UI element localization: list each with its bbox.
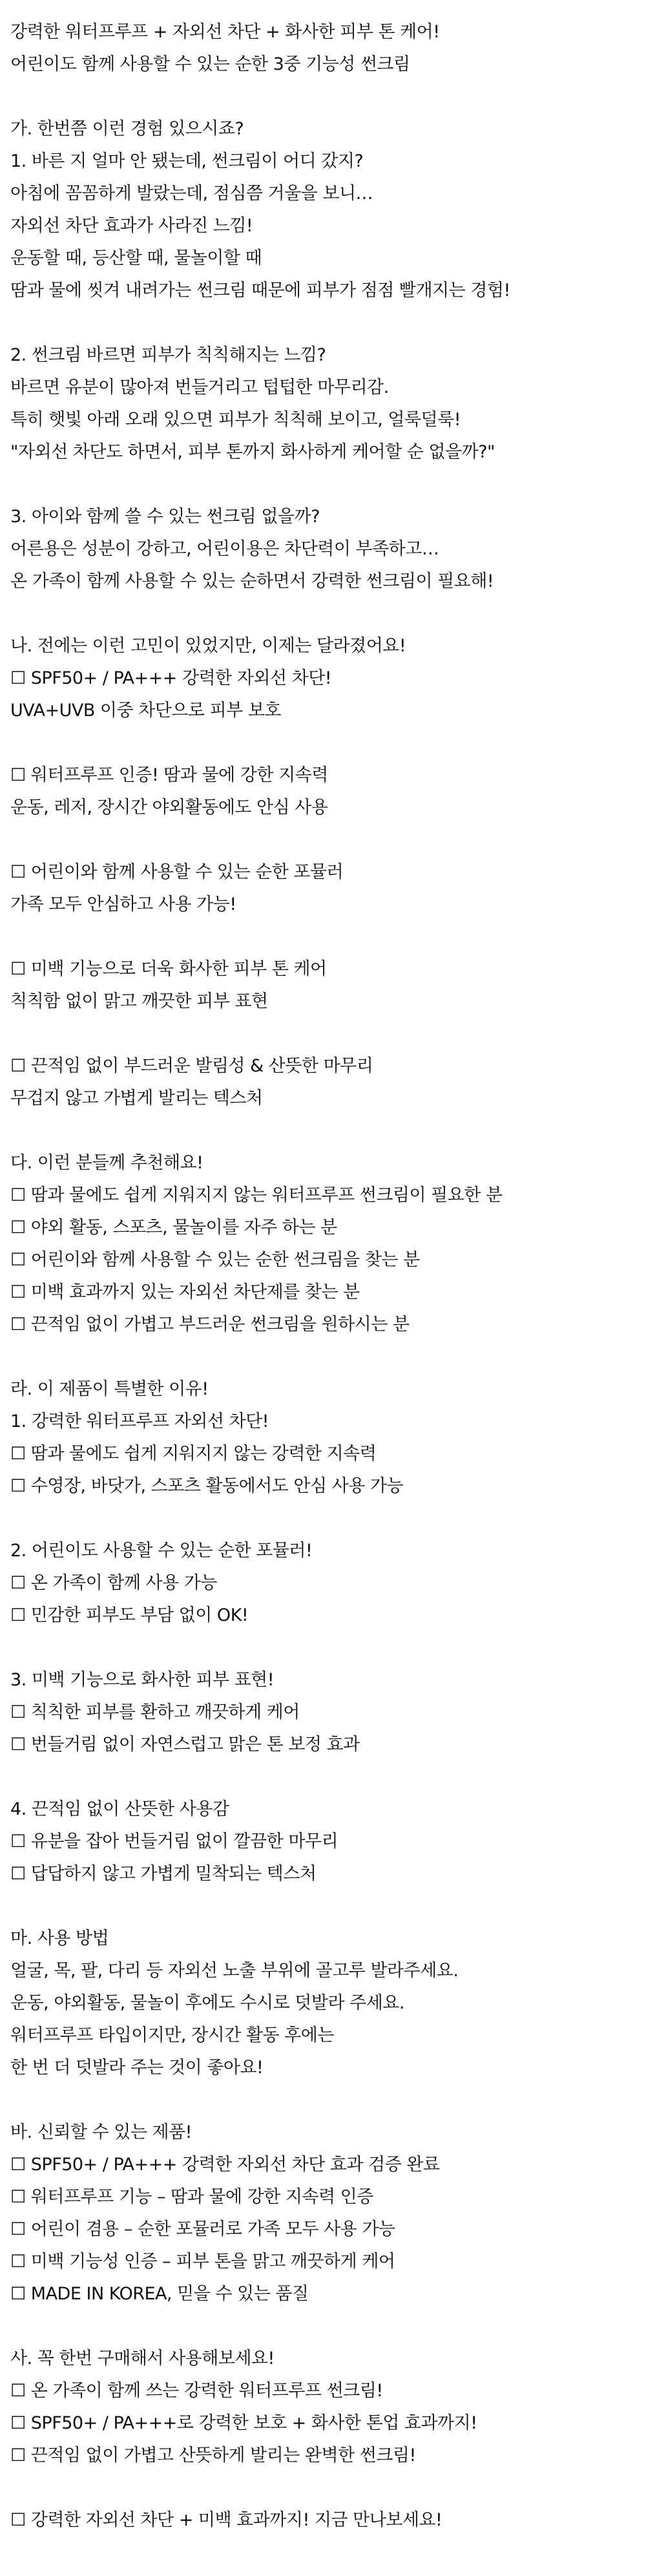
text-line: 가. 한번쯤 이런 경험 있으시죠? — [10, 119, 244, 139]
text-line: ☐ 어린이 겸용 – 순한 포뮬러로 가족 모두 사용 가능 — [10, 2219, 395, 2239]
text-line: 얼굴, 목, 팔, 다리 등 자외선 노출 부위에 골고루 발라주세요. — [10, 1961, 459, 1981]
text-line: ☐ 미백 기능성 인증 – 피부 톤을 맑고 깨끗하게 케어 — [10, 2252, 395, 2272]
text-line: ☐ 온 가족이 함께 사용 가능 — [10, 1573, 217, 1593]
text-line: 가족 모두 안심하고 사용 가능! — [10, 894, 236, 914]
text-line: ☐ 땀과 물에도 쉽게 지워지지 않는 워터프루프 썬크림이 필요한 분 — [10, 1185, 503, 1205]
text-line: ☐ 칙칙한 피부를 환하고 깨끗하게 케어 — [10, 1702, 300, 1722]
text-line: ☐ 미백 효과까지 있는 자외선 차단제를 찾는 분 — [10, 1282, 360, 1302]
text-line: ☐ 수영장, 바닷가, 스포츠 활동에서도 안심 사용 가능 — [10, 1476, 404, 1496]
text-line: 2. 어린이도 사용할 수 있는 순한 포뮬러! — [10, 1541, 313, 1561]
text-line: ☐ 끈적임 없이 가볍고 부드러운 썬크림을 원하시는 분 — [10, 1314, 410, 1335]
text-line: 어른용은 성분이 강하고, 어린이용은 차단력이 부족하고… — [10, 539, 439, 559]
text-line: 2. 썬크림 바르면 피부가 칙칙해지는 느낌? — [10, 345, 326, 365]
text-line: 칙칙함 없이 맑고 깨끗한 피부 표현 — [10, 991, 268, 1011]
text-line: ☐ SPF50+ / PA+++로 강력한 보호 + 화사한 톤업 효과까지! — [10, 2413, 477, 2433]
text-line: ☐ 끈적임 없이 가볍고 산뜻하게 발리는 완벽한 썬크림! — [10, 2445, 416, 2465]
text-line: ☐ 번들거림 없이 자연스럽고 맑은 톤 보정 효과 — [10, 1735, 360, 1755]
text-line: ☐ 답답하지 않고 가볍게 밀착되는 텍스처 — [10, 1864, 317, 1884]
text-line: 3. 미백 기능으로 화사한 피부 표현! — [10, 1670, 275, 1690]
text-line: ☐ 어린이와 함께 사용할 수 있는 순한 썬크림을 찾는 분 — [10, 1250, 420, 1270]
text-line: 3. 아이와 함께 쓸 수 있는 썬크림 없을까? — [10, 507, 320, 527]
text-line: 무겁지 않고 가볍게 발리는 텍스처 — [10, 1088, 263, 1108]
text-line: "자외선 차단도 하면서, 피부 톤까지 화사하게 케어할 순 없을까?" — [10, 442, 495, 462]
text-line: 사. 꼭 한번 구매해서 사용해보세요! — [10, 2349, 275, 2369]
text-line: 1. 강력한 워터프루프 자외선 차단! — [10, 1411, 269, 1431]
text-line: 운동, 야외활동, 물놀이 후에도 수시로 덧발라 주세요. — [10, 1993, 404, 2013]
text-line: ☐ 야외 활동, 스포츠, 물놀이를 자주 하는 분 — [10, 1218, 337, 1238]
text-line: ☐ MADE IN KOREA, 믿을 수 있는 품질 — [10, 2284, 309, 2304]
text-line: ☐ 워터프루프 인증! 땀과 물에 강한 지속력 — [10, 765, 328, 785]
text-line: 특히 햇빛 아래 오래 있으면 피부가 칙칙해 보이고, 얼룩덜룩! — [10, 410, 461, 430]
text-line: 바르면 유분이 많아져 번들거리고 텁텁한 마무리감. — [10, 377, 389, 397]
text-line: ☐ 끈적임 없이 부드러운 발림성 & 산뜻한 마무리 — [10, 1056, 373, 1076]
text-line: 아침에 꼼꼼하게 발랐는데, 점심쯤 거울을 보니… — [10, 184, 373, 204]
text-line: ☐ SPF50+ / PA+++ 강력한 자외선 차단 효과 검증 완료 — [10, 2155, 440, 2175]
text-line: ☐ 미백 기능으로 더욱 화사한 피부 톤 케어 — [10, 959, 327, 979]
text-line: 나. 전에는 이런 고민이 있었지만, 이제는 달라졌어요! — [10, 636, 406, 656]
text-line: 땀과 물에 씻겨 내려가는 썬크림 때문에 피부가 점점 빨개지는 경험! — [10, 280, 510, 301]
text-line: ☐ 어린이와 함께 사용할 수 있는 순한 포뮬러 — [10, 862, 344, 882]
text-line: ☐ 유분을 잡아 번들거림 없이 깔끔한 마무리 — [10, 1832, 339, 1852]
text-line: 4. 끈적임 없이 산뜻한 사용감 — [10, 1799, 229, 1819]
text-line: 운동할 때, 등산할 때, 물놀이할 때 — [10, 248, 262, 268]
text-line: 운동, 레저, 장시간 야외활동에도 안심 사용 — [10, 797, 328, 818]
text-line: 바. 신뢰할 수 있는 제품! — [10, 2122, 192, 2142]
text-line: UVA+UVB 이중 차단으로 피부 보호 — [10, 701, 282, 721]
text-line: ☐ 강력한 자외선 차단 + 미백 효과까지! 지금 만나보세요! — [10, 2510, 443, 2530]
text-line: 워터프루프 타입이지만, 장시간 활동 후에는 — [10, 2025, 334, 2045]
text-line: ☐ SPF50+ / PA+++ 강력한 자외선 차단! — [10, 668, 332, 688]
text-line: 다. 이런 분들께 추천해요! — [10, 1153, 203, 1173]
text-line: 마. 사용 방법 — [10, 1928, 109, 1948]
text-line: 라. 이 제품이 특별한 이유! — [10, 1379, 209, 1399]
text-line: 어린이도 함께 사용할 수 있는 순한 3중 기능성 썬크림 — [10, 54, 410, 74]
text-line: ☐ 워터프루프 기능 – 땀과 물에 강한 지속력 인증 — [10, 2187, 373, 2207]
text-line: 자외선 차단 효과가 사라진 느낌! — [10, 216, 253, 236]
text-line: 한 번 더 덧발라 주는 것이 좋아요! — [10, 2058, 264, 2078]
text-line: 1. 바른 지 얼마 안 됐는데, 썬크림이 어디 갔지? — [10, 151, 364, 171]
text-line: ☐ 민감한 피부도 부담 없이 OK! — [10, 1605, 249, 1625]
text-line: 강력한 워터프루프 + 자외선 차단 + 화사한 피부 톤 케어! — [10, 22, 440, 42]
text-line: 온 가족이 함께 사용할 수 있는 순하면서 강력한 썬크림이 필요해! — [10, 571, 494, 591]
text-line: ☐ 온 가족이 함께 쓰는 강력한 워터프루프 썬크림! — [10, 2381, 383, 2401]
text-line: ☐ 땀과 물에도 쉽게 지워지지 않는 강력한 지속력 — [10, 1444, 377, 1464]
